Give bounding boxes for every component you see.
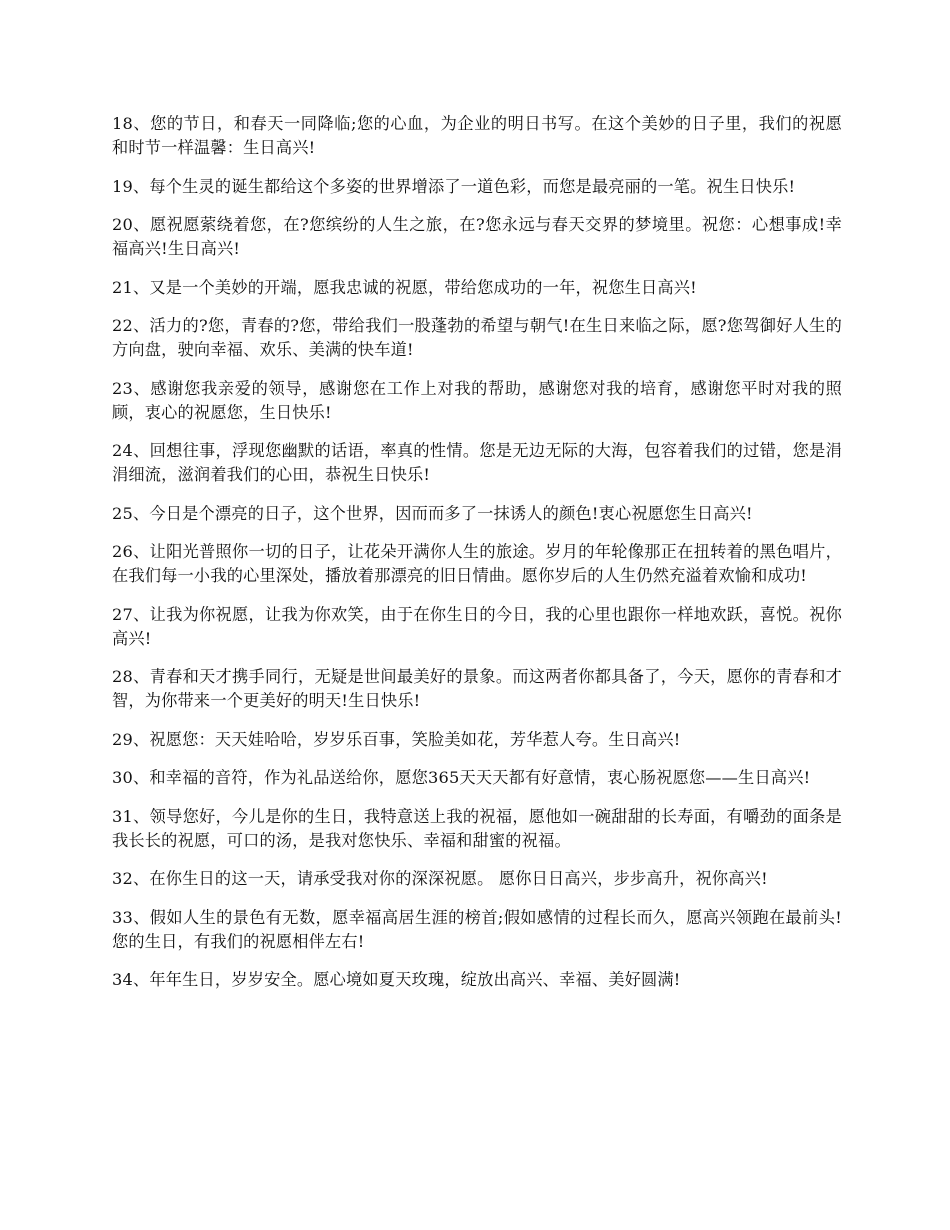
paragraph-30: 30、和幸福的音符，作为礼品送给你，愿您365天天天都有好意情，衷心肠祝愿您——生日高兴! [112,768,811,787]
paragraph-31: 31、领导您好，今儿是你的生日，我特意送上我的祝福，愿他如一碗甜甜的长寿面，有嚼劲的面条是我长长的祝愿，可口的汤，是我对您快乐、幸福和甜蜜的祝福。 [112,806,842,850]
paragraph-21: 21、又是一个美妙的开端，愿我忠诚的祝愿，带给您成功的一年，祝您生日高兴! [112,277,697,297]
paragraph-18: 18、您的节日，和春天一同降临;您的心血，为企业的明日书写。在这个美妙的日子里，我们的祝愿和时节一样温馨：生日高兴! [112,114,842,157]
document-page [112,112,842,1007]
paragraph-34: 34、年年生日，岁岁安全。愿心境如夏天玫瑰，绽放出高兴、幸福、美好圆满! [112,970,681,989]
paragraph-25: 25、今日是个漂亮的日子，这个世界，因而而多了一抹诱人的颜色!衷心祝愿您生日高兴! [112,503,753,523]
paragraph-20: 20、愿祝愿萦绕着您，在?您缤纷的人生之旅，在?您永远与春天交界的梦境里。祝您：心想事成!幸福高兴!生日高兴! [112,215,842,258]
paragraph-27: 27、让我为你祝愿，让我为你欢笑，由于在你生日的今日，我的心里也跟你一样地欢跃，喜悦。祝你高兴! [112,604,842,648]
paragraph-26: 26、让阳光普照你一切的日子，让花朵开满你人生的旅途。岁月的年轮像那正在扭转着的黑色唱片，在我们每一小我的心里深处，播放着那漂亮的旧日情曲。愿你岁后的人生仍然充溢着欢愉和成功! [112,542,842,585]
paragraph-33: 33、假如人生的景色有无数，愿幸福高居生涯的榜首;假如感情的过程长而久，愿高兴领跑在最前头!您的生日，有我们的祝愿相伴左右! [112,907,842,951]
paragraph-28: 28、青春和天才携手同行，无疑是世间最美好的景象。而这两者你都具备了，今天，愿你的青春和才智，为你带来一个更美好的明天!生日快乐! [112,667,842,710]
paragraph-23: 23、感谢您我亲爱的领导，感谢您在工作上对我的帮助，感谢您对我的培育，感谢您平时对我的照顾，衷心的祝愿您，生日快乐! [112,378,842,422]
paragraph-24: 24、回想往事，浮现您幽默的话语，率真的性情。您是无边无际的大海，包容着我们的过错，您是涓涓细流，滋润着我们的心田，恭祝生日快乐! [112,441,842,484]
paragraph-32: 32、在你生日的这一天，请承受我对你的深深祝愿。 愿你日日高兴，步步高升，祝你高兴! [112,869,768,888]
paragraph-29: 29、祝愿您：天天娃哈哈，岁岁乐百事，笑脸美如花，芳华惹人夸。生日高兴! [112,729,681,749]
paragraph-22: 22、活力的?您，青春的?您，带给我们一股蓬勃的希望与朝气!在生日来临之际，愿?您驾御好人生的方向盘，驶向幸福、欢乐、美满的快车道! [112,316,842,359]
paragraph-19: 19、每个生灵的诞生都给这个多姿的世界增添了一道色彩，而您是最亮丽的一笔。祝生日快乐! [112,176,796,196]
